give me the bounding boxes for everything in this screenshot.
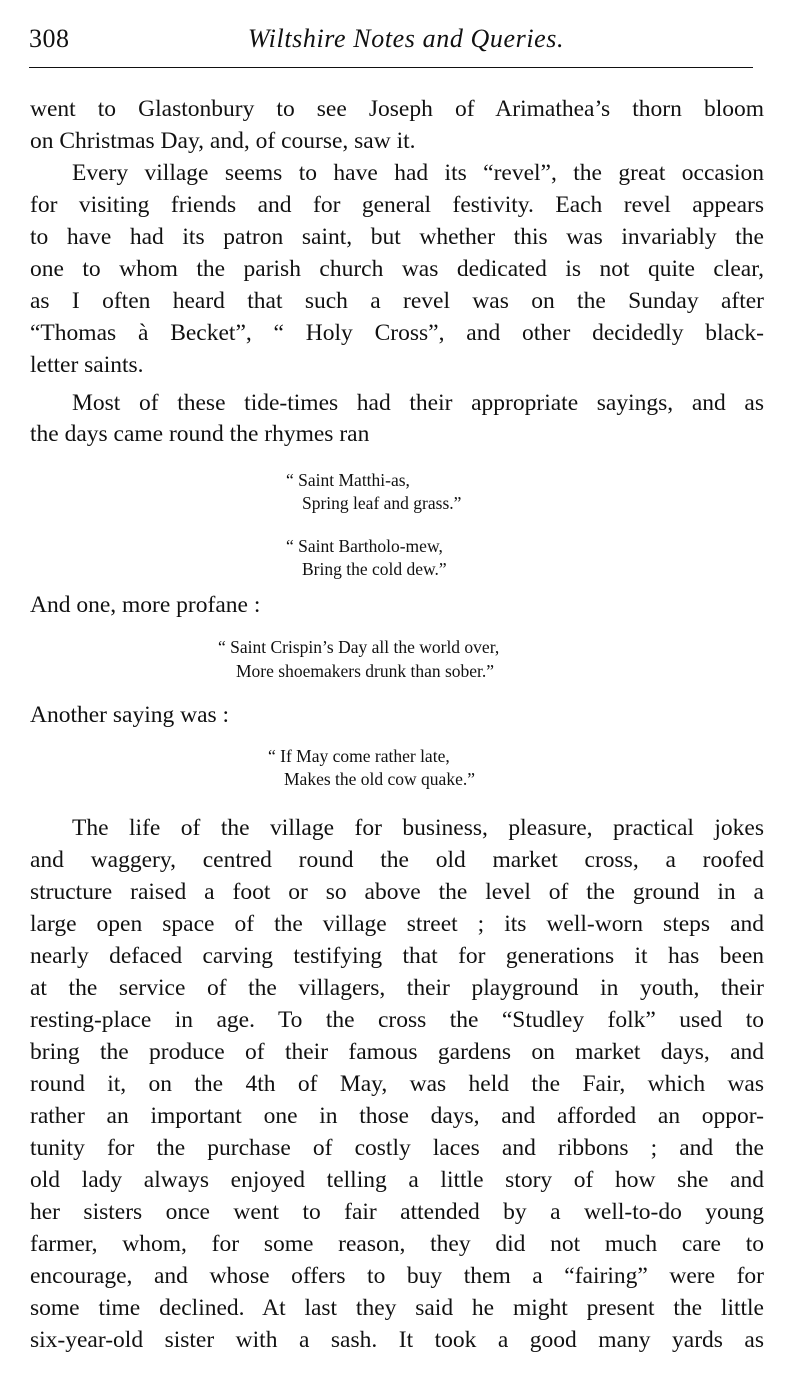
verse-line: Makes the old cow quake.” [284,769,475,789]
header-rule [29,67,753,68]
verse-line: “ If May come rather late, [268,746,450,766]
text-line: to have had its patron saint, but whether this was invariably the [30,224,764,250]
running-title: Wiltshire Notes and Queries. [247,24,565,53]
text-line: old lady always enjoyed telling a little story of how she and [30,1167,764,1193]
text-line: one to whom the parish church was dedicated is not quite clear, [30,256,764,282]
text-line: And one, more profane : [30,592,261,618]
text-line: Every village seems to have had its “revel”, the great occasion [72,160,764,186]
text-line: farmer, whom, for some reason, they did not much care to [30,1231,764,1257]
verse-line: “ Saint Matthi-as, [286,470,410,490]
text-line: her sisters once went to fair attended by a well-to-do young [30,1199,764,1225]
text-line: “Thomas à Becket”, “ Holy Cross”, and other decidedly black- [30,320,764,346]
text-line: encourage, and whose offers to buy them a “fairing” were for [30,1263,764,1289]
verse-line: “ Saint Crispin’s Day all the world over, [218,637,500,657]
text-line: The life of the village for business, pleasure, practical jokes [72,815,764,841]
verse-line: “ Saint Bartholo-mew, [286,536,443,556]
text-line: nearly defaced carving testifying that for generations it has been [30,943,764,969]
verse-line: Spring leaf and grass.” [302,493,462,513]
page-number: 308 [29,24,70,53]
verse-line: Bring the cold dew.” [302,559,447,579]
text-line: some time declined. At last they said he might present the little [30,1295,764,1321]
text-line: structure raised a foot or so above the level of the ground in a [30,879,764,905]
text-line: Another saying was : [30,702,230,728]
text-line: letter saints. [30,352,144,378]
text-line: tunity for the purchase of costly laces and ribbons ; and the [30,1135,764,1161]
text-line: resting-place in age. To the cross the “Studley folk” used to [30,1007,764,1033]
text-line: six-year-old sister with a sash. It took a good many yards as [30,1327,764,1353]
text-line: large open space of the village street ; its well-worn steps and [30,911,764,937]
text-line: the days came round the rhymes ran [30,421,370,447]
text-line: at the service of the villagers, their playground in youth, their [30,975,764,1001]
text-line: went to Glastonbury to see Joseph of Arimathea’s thorn bloom [30,96,764,122]
text-line: Most of these tide-times had their appropriate sayings, and as [72,390,764,416]
text-line: and waggery, centred round the old market cross, a roofed [30,847,764,873]
text-line: as I often heard that such a revel was on the Sunday after [30,288,764,314]
text-line: bring the produce of their famous gardens on market days, and [30,1039,764,1065]
verse-line: More shoemakers drunk than sober.” [236,661,495,681]
text-line: for visiting friends and for general festivity. Each revel appears [30,192,764,218]
text-line: rather an important one in those days, and afforded an oppor- [30,1103,764,1129]
page-header [29,20,753,60]
text-line: on Christmas Day, and, of course, saw it. [30,128,416,154]
text-line: round it, on the 4th of May, was held the Fair, which was [30,1071,764,1097]
